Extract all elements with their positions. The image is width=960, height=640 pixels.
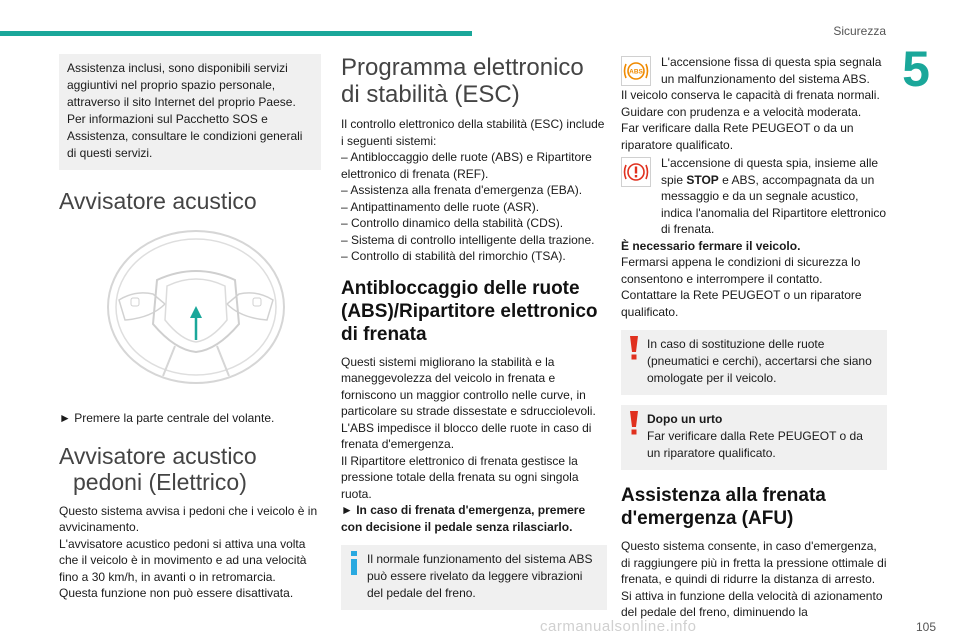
- esc-item: – Controllo dinamico della stabilità (CDS).: [341, 216, 564, 230]
- column-3: [621, 54, 887, 621]
- must-stop-text: È necessario fermare il veicolo.: [621, 238, 801, 253]
- heading-abs: Antibloccaggio delle ruote (ABS)/Ripartitore elettronico di frenata: [341, 277, 598, 345]
- heading-pedestrian-horn-line2: pedoni (Elettrico): [73, 468, 247, 495]
- esc-item: – Antibloccaggio delle ruote (ABS) e Ripartitore elettronico di frenata (REF).: [341, 150, 592, 181]
- warning-box-wheels: [621, 330, 887, 395]
- abs-lamp-continued: Il veicolo conserva le capacità di frenata normali. Guidare con prudenza e a velocità moderata. Far verificare dalla Rete PEUGEOT o da un riparatore qualificato.: [621, 88, 880, 152]
- brake-warning-lamp-icon: [621, 157, 651, 187]
- info-note-box: [341, 545, 607, 610]
- header-accent-bar: [0, 31, 472, 36]
- afu-text: Questo sistema consente, in caso d'emergenza, di raggiungere più in fretta la pressione ottimale di frenata, e quindi di ridurre la distanza di arresto. Si attiva in funzione della velocità di azionamento del pedale del freno, diminuendo la: [621, 539, 887, 619]
- warning-exclamation-icon: [627, 411, 641, 435]
- info-note-text: Il normale funzionamento del sistema ABS può essere rivelato da leggere vibrazioni del pedale del freno.: [367, 552, 593, 600]
- abs-lamp-text: L'accensione fissa di questa spia segnala un malfunzionamento del sistema ABS.: [661, 55, 882, 86]
- pedestrian-horn-text: Questo sistema avvisa i pedoni che i veicolo è in avvicinamento. L'avvisatore acustico pedoni si attiva una volta che il veicolo è in movimento e ad una velocità fino a 30 km/h, in avanti o in retromarcia. Questa funzione non può essere disattivata.: [59, 503, 318, 600]
- top-note-box: Assistenza inclusi, sono disponibili servizi aggiuntivi nel proprio spazio personale, attraverso il sito Internet del proprio Paese. Per informazioni sul Pacchetto SOS e Assistenza, consultare le condizioni generali di questi servizi.: [59, 54, 321, 170]
- warning-box-impact: [621, 405, 887, 470]
- brake-lamp-text: [661, 155, 887, 238]
- esc-item: – Assistenza alla frenata d'emergenza (EBA).: [341, 183, 583, 197]
- chapter-number: 5: [902, 41, 930, 97]
- stop-instructions: Fermarsi appena le condizioni di sicurezza lo consentono e interrompere il contatto. Contattare la Rete PEUGEOT o un riparatore qualificato.: [621, 255, 862, 319]
- esc-intro: Il controllo elettronico della stabilità (ESC) include i seguenti sistemi:: [341, 117, 605, 148]
- section-title: Sicurezza: [833, 24, 886, 38]
- warning-impact-text: Far verificare dalla Rete PEUGEOT o da un riparatore qualificato.: [647, 429, 863, 460]
- column-2: [341, 54, 607, 610]
- esc-item: – Antipattinamento delle ruote (ASR).: [341, 199, 540, 214]
- esc-list: [341, 149, 607, 265]
- brake-lamp-block: [621, 155, 887, 238]
- warning-impact-title: Dopo un urto: [647, 412, 723, 426]
- abs-text: Questi sistemi migliorano la stabilità e la maneggevolezza del veicolo in frenata e forniscono un maggior controllo nelle curve, in particolare su strade dissestate e sdrucciolevoli. L'ABS impedisce il blocco delle ruote in caso di frenata d'emergenza. Il Ripartitore elettronico di frenata gestisce la pressione totale della frenata su ogni singola ruota.: [341, 354, 596, 501]
- info-icon: [347, 551, 361, 575]
- warning-wheels-text: In caso di sostituzione delle ruote (pneumatici e cerchi), accertarsi che siano omologate per il veicolo.: [647, 337, 872, 385]
- brake-lamp-text-a: L'accensione di questa spia, insieme alle spie: [661, 156, 879, 187]
- heading-afu: Assistenza alla frenata d'emergenza (AFU): [621, 485, 826, 529]
- steering-wheel-illustration: [105, 228, 287, 386]
- watermark: carmanualsonline.info: [540, 618, 697, 635]
- abs-lamp-block: [621, 54, 887, 87]
- page-number: 105: [915, 620, 936, 634]
- heading-horn: Avvisatore acustico: [59, 188, 257, 214]
- horn-instruction: ► Premere la parte centrale del volante.: [59, 411, 275, 425]
- esc-item: – Sistema di controllo intelligente della trazione.: [341, 232, 595, 247]
- heading-pedestrian-horn: [59, 443, 321, 495]
- heading-pedestrian-horn-line1: Avvisatore acustico: [59, 442, 257, 469]
- brake-lamp-text-b: e ABS, accompagnata da un messaggio e da un segnale acustico, indica l'anomalia del Ripartitore elettronico di frenata.: [661, 172, 887, 236]
- svg-text:ABS: ABS: [629, 68, 643, 76]
- brake-lamp-stop: STOP: [686, 172, 719, 187]
- abs-instruction: ► In caso di frenata d'emergenza, premere con decisione il pedale senza rilasciarlo.: [341, 503, 586, 534]
- abs-warning-lamp-icon: [621, 56, 651, 86]
- heading-esc: Programma elettronico di stabilità (ESC): [341, 54, 584, 108]
- esc-item: – Controllo di stabilità del rimorchio (TSA).: [341, 249, 566, 263]
- warning-exclamation-icon: [627, 336, 641, 360]
